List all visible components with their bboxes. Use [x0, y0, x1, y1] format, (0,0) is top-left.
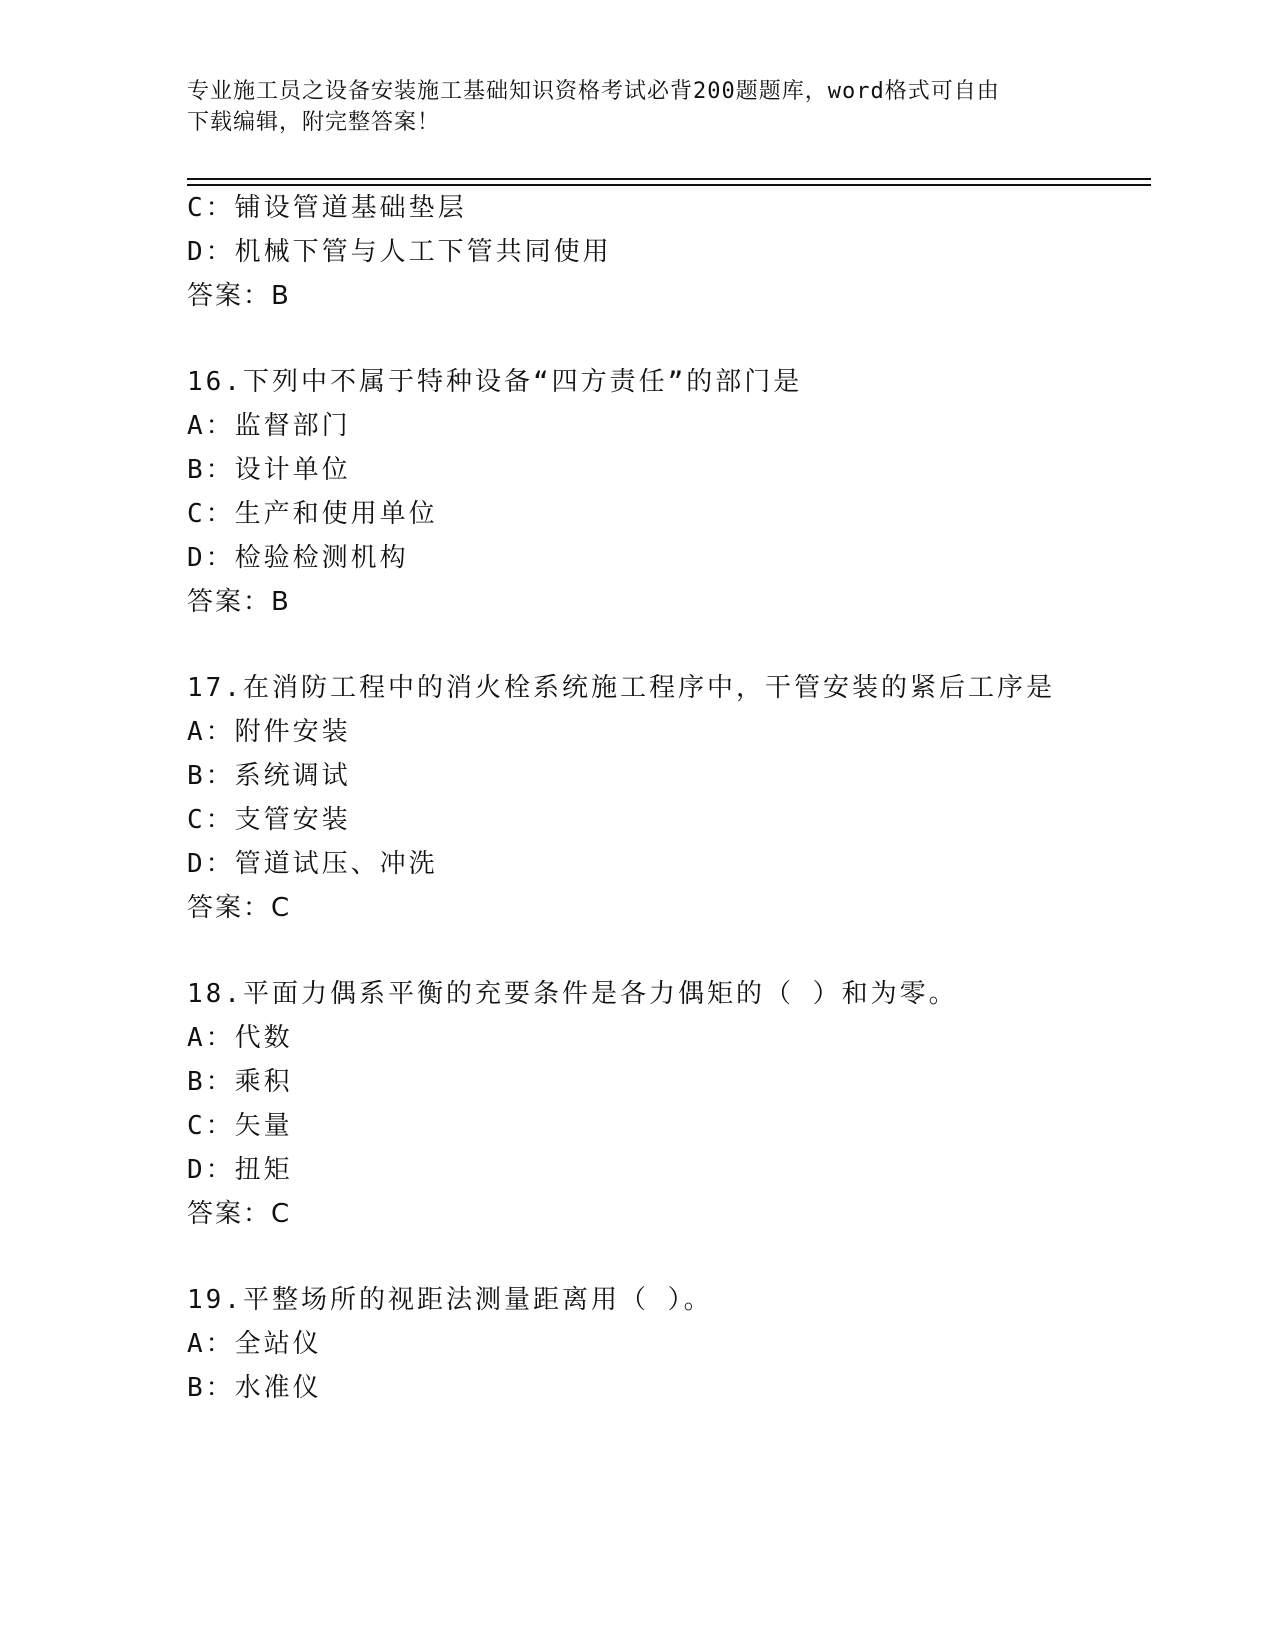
header-divider-bottom [187, 184, 1151, 186]
q15-answer: 答案：B [187, 281, 291, 311]
q15-option-d: D：机械下管与人工下管共同使用 [187, 237, 612, 267]
q18-answer: 答案：C [187, 1199, 292, 1229]
q18-option-a: A：代数 [187, 1023, 293, 1053]
header-divider-top [187, 178, 1151, 180]
document-header [187, 76, 1087, 138]
q15-option-c: C：铺设管道基础垫层 [187, 193, 467, 223]
q16-option-b: B：设计单位 [187, 455, 351, 485]
q17-question: 17.在消防工程中的消火栓系统施工程序中，干管安装的紧后工序是 [187, 673, 1055, 703]
q19-question: 19.平整场所的视距法测量距离用（ ）。 [187, 1285, 713, 1315]
q19-option-a: A：全站仪 [187, 1329, 322, 1359]
q16-option-c: C：生产和使用单位 [187, 499, 438, 529]
q16-option-d: D：检验检测机构 [187, 543, 409, 573]
q19-option-b: B：水准仪 [187, 1373, 322, 1403]
q18-question: 18.平面力偶系平衡的充要条件是各力偶矩的（ ）和为零。 [187, 979, 958, 1009]
q16-option-a: A：监督部门 [187, 411, 351, 441]
q18-option-d: D：扭矩 [187, 1155, 293, 1185]
q18-option-b: B：乘积 [187, 1067, 293, 1097]
q17-option-d: D：管道试压、冲洗 [187, 849, 438, 879]
q17-option-a: A：附件安装 [187, 717, 351, 747]
q17-option-b: B：系统调试 [187, 761, 351, 791]
header-title-line-2: 下载编辑，附完整答案！ [187, 110, 441, 135]
q18-option-c: C：矢量 [187, 1111, 293, 1141]
q16-question: 16.下列中不属于特种设备“四方责任”的部门是 [187, 367, 803, 397]
header-title-line-1: 专业施工员之设备安装施工基础知识资格考试必背200题题库，word格式可自由 [187, 79, 1000, 104]
q17-option-c: C：支管安装 [187, 805, 351, 835]
q17-answer: 答案：C [187, 893, 292, 923]
q16-answer: 答案：B [187, 587, 291, 617]
